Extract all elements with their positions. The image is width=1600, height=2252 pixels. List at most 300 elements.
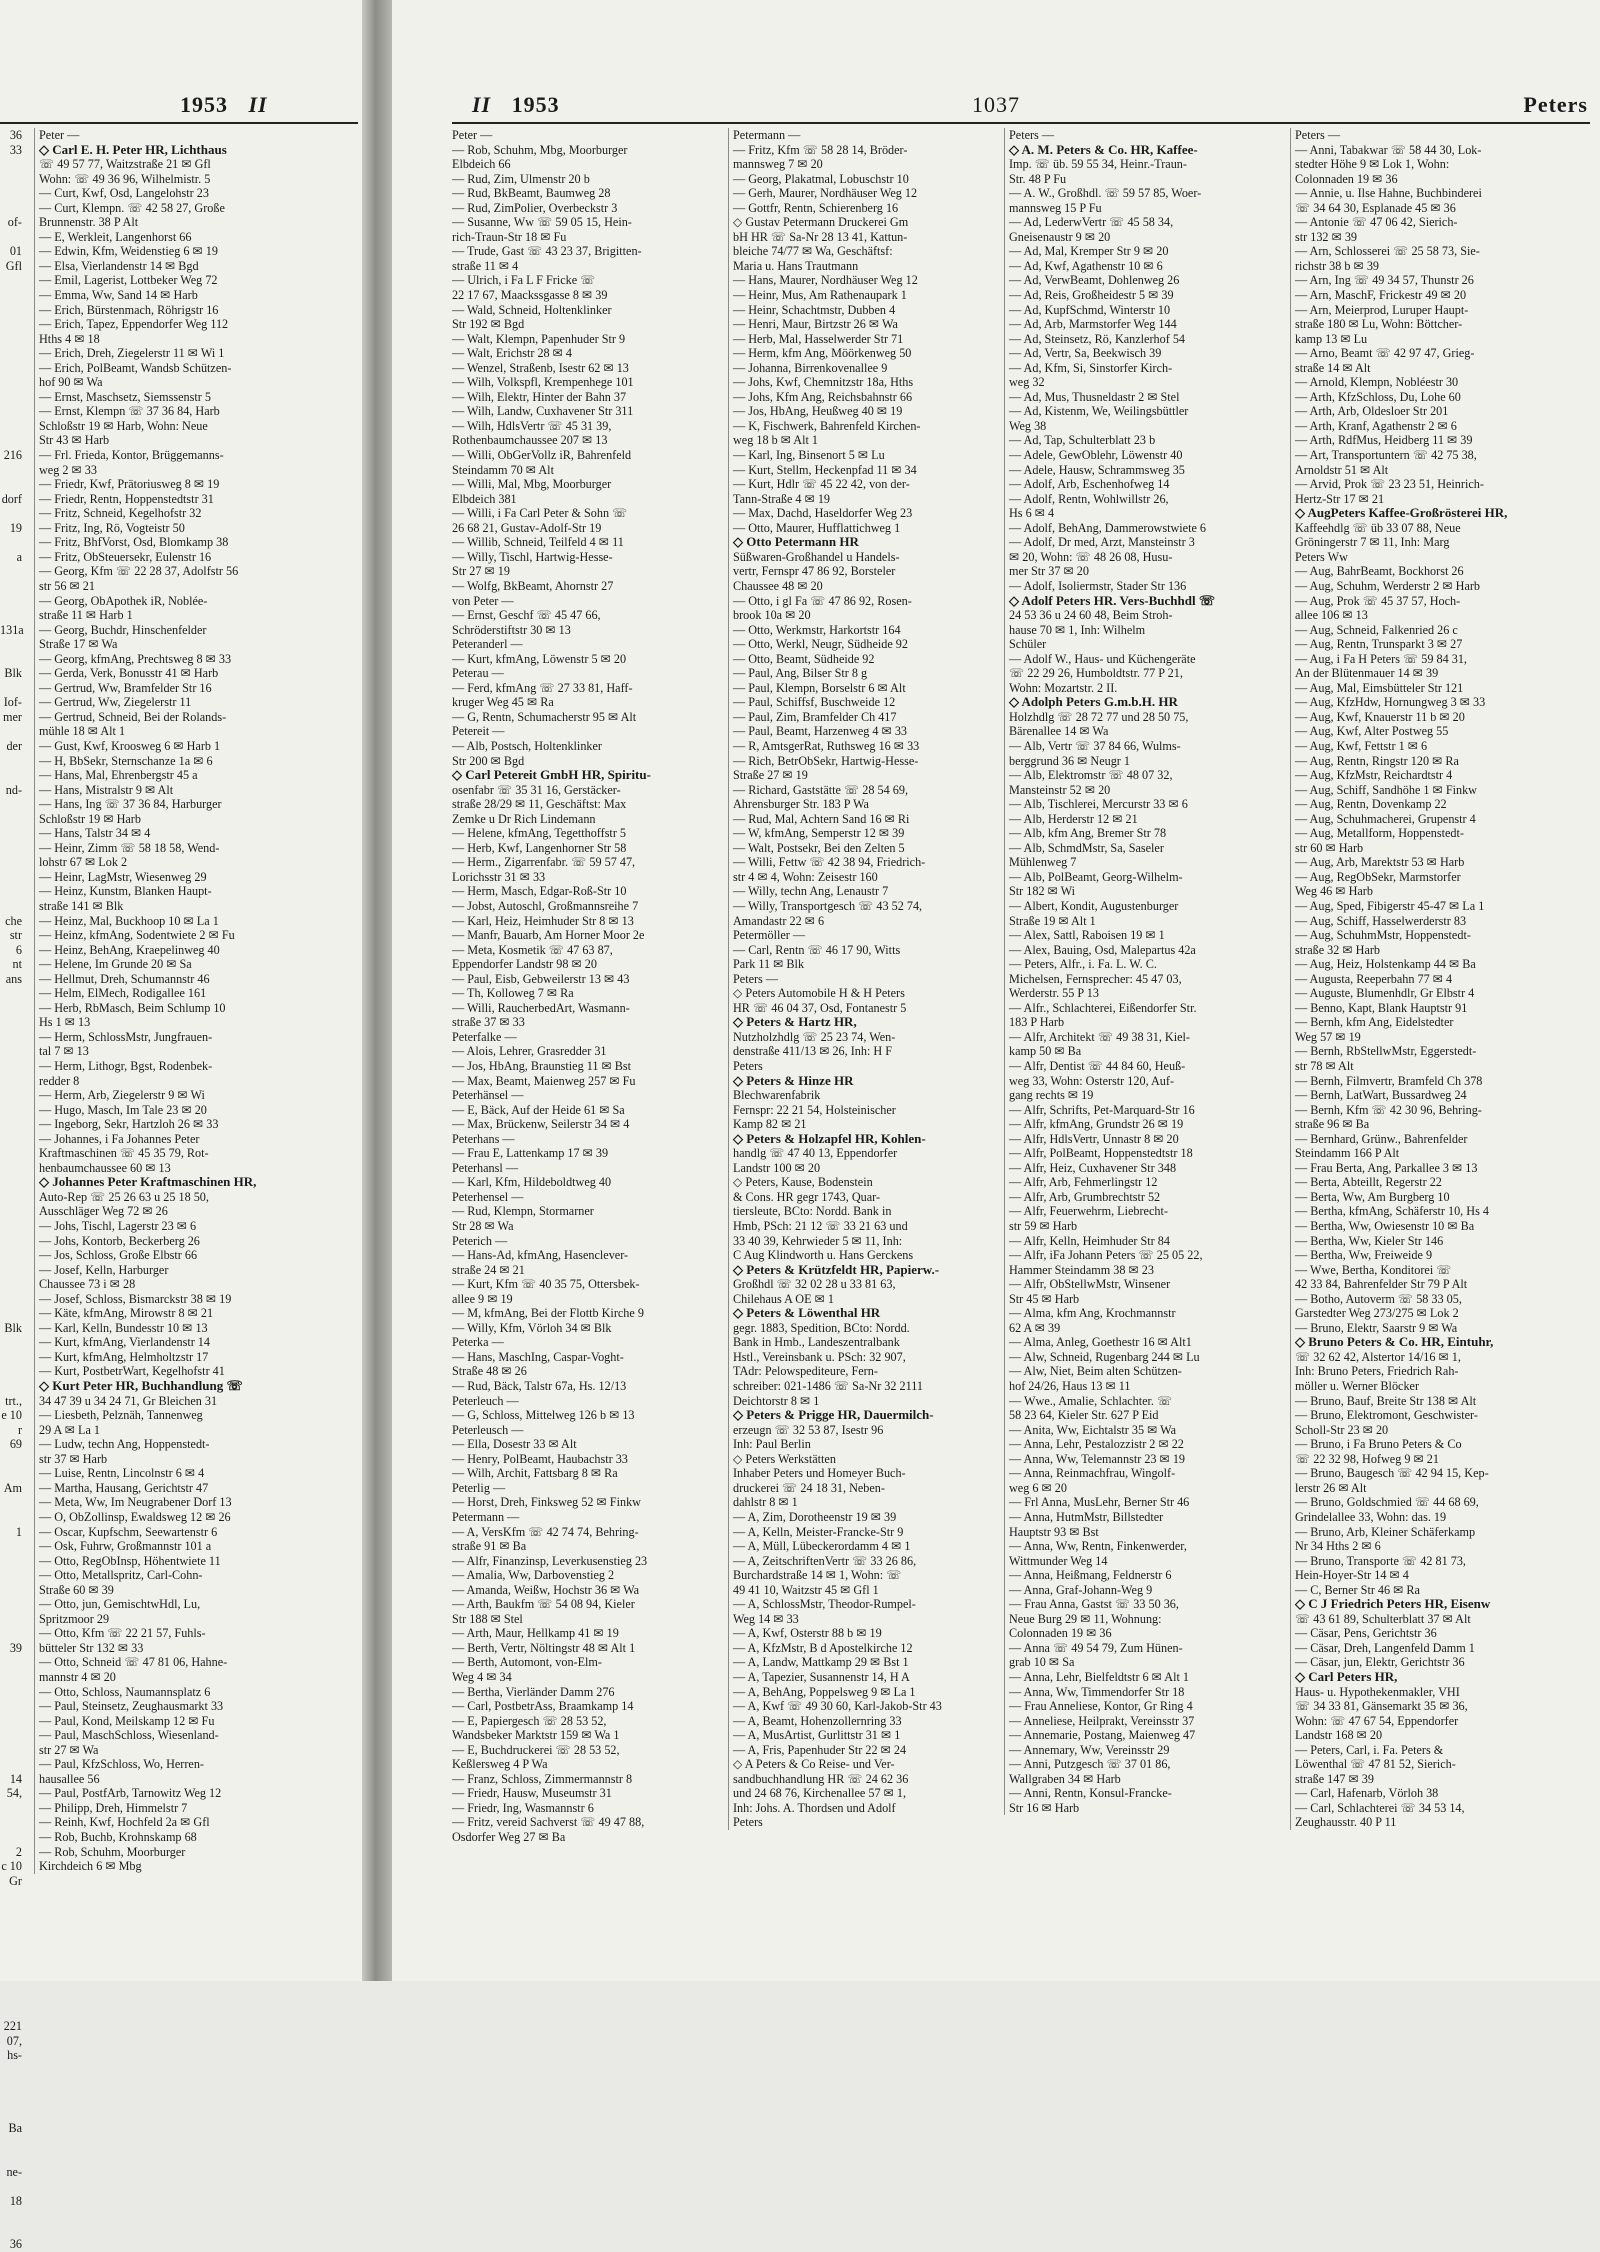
directory-line: Haus- u. Hypothekenmakler, VHI: [1295, 1684, 1460, 1699]
directory-line: — Aug, i Fa H Peters ☏ 59 84 31,: [1295, 651, 1467, 666]
directory-line: [0, 288, 22, 303]
directory-line: — Adele, GewOblehr, Löwenstr 40: [1009, 448, 1183, 463]
directory-line: — Kurt, Kfm ☏ 40 35 75, Ottersbek-: [452, 1277, 640, 1292]
directory-line: — Hans-Ad, kfmAng, Hasenclever-: [452, 1248, 629, 1263]
directory-line: Auto-Rep ☏ 25 26 63 u 25 18 50,: [39, 1189, 209, 1204]
directory-line: Inh: Paul Berlin: [733, 1437, 811, 1452]
directory-line: ◇ Carl E. H. Peter HR, Lichthaus: [39, 141, 227, 157]
directory-line: [0, 390, 22, 405]
directory-line: [0, 2223, 22, 2238]
directory-line: 14: [9, 1771, 22, 1786]
directory-line: — Ad, Steinsetz, Rö, Kanzlerhof 54: [1009, 331, 1186, 346]
directory-line: — Richard, Gaststätte ☏ 28 54 69,: [733, 782, 909, 797]
directory-line: Inhaber Peters und Homeyer Buch-: [733, 1466, 906, 1481]
directory-line: Arnoldstr 51 ✉ Alt: [1295, 462, 1389, 477]
directory-line: [0, 579, 22, 594]
directory-line: weg 2 ✉ 33: [39, 462, 97, 477]
directory-line: — Rud, BkBeamt, Baumweg 28: [452, 186, 611, 201]
directory-line: — Jos, Schloss, Große Elbstr 66: [39, 1248, 198, 1263]
directory-line: — Alb, SchmdMstr, Sa, Saseler: [1009, 840, 1164, 855]
directory-line: — Fritz, BhfVorst, Osd, Blomkamp 38: [39, 535, 229, 550]
directory-line: — Erich, Tapez, Eppendorfer Weg 112: [39, 317, 229, 332]
directory-line: [0, 201, 22, 216]
directory-line: ◇ Peters Werkstätten: [733, 1451, 836, 1466]
directory-line: Weg 57 ✉ 19: [1295, 1029, 1361, 1044]
directory-line: [0, 1335, 22, 1350]
directory-line: — Susanne, Ww ☏ 59 05 15, Hein-: [452, 215, 632, 230]
directory-line: — Karl, Kfm, Hildeboldtweg 40: [452, 1175, 612, 1190]
directory-line: — O, ObZollinsp, Ewaldsweg 12 ✉ 26: [39, 1509, 231, 1524]
directory-line: [0, 1161, 22, 1176]
directory-line: — Liesbeth, Pelznäh, Tannenweg: [39, 1408, 203, 1423]
directory-line: — Frau Anna, Gastst ☏ 33 50 36,: [1009, 1597, 1179, 1612]
directory-line: — Georg, kfmAng, Prechtsweg 8 ✉ 33: [39, 651, 232, 666]
directory-line: — Alfr, iFa Johann Peters ☏ 25 05 22,: [1009, 1248, 1203, 1263]
directory-line: Bärenallee 14 ✉ Wa: [1009, 724, 1109, 739]
directory-line: — Berth, Automont, von-Elm-: [452, 1655, 602, 1670]
directory-line: — Ad, LederwVertr ☏ 45 58 34,: [1009, 215, 1174, 230]
directory-line: Am: [3, 1480, 22, 1495]
directory-line: [0, 1917, 22, 1932]
directory-line: [0, 2179, 22, 2194]
directory-line: — Alfr, kfmAng, Grundstr 26 ✉ 19: [1009, 1117, 1184, 1132]
directory-line: [0, 724, 22, 739]
directory-line: Str 45 ✉ Harb: [1009, 1291, 1080, 1306]
directory-line: ◇ Adolf Peters HR. Vers-Buchhdl ☏: [1009, 592, 1216, 608]
directory-line: [0, 1292, 22, 1307]
directory-line: — Aug, Rentn, Ringstr 120 ✉ Ra: [1295, 753, 1459, 768]
directory-line: — Johs, Kfm Ang, Reichsbahnstr 66: [733, 389, 913, 404]
directory-line: — Frl Anna, MusLehr, Berner Str 46: [1009, 1495, 1190, 1510]
directory-line: Garstedter Weg 273/275 ✉ Lok 2: [1295, 1306, 1459, 1321]
right-header-year: 1953: [511, 92, 560, 117]
directory-line: [0, 361, 22, 376]
directory-line: Eppendorfer Landstr 98 ✉ 20: [452, 957, 597, 972]
directory-line: — Hellmut, Dreh, Schumannstr 46: [39, 971, 210, 986]
directory-line: — Anita, Ww, Eichtalstr 35 ✉ Wa: [1009, 1422, 1177, 1437]
directory-line: — Alfr, HdlsVertr, Unnastr 8 ✉ 20: [1009, 1131, 1179, 1146]
directory-line: — Adolf, Isoliermstr, Stader Str 136: [1009, 578, 1187, 593]
directory-line: Peteranderl —: [452, 637, 523, 652]
directory-line: Peterhänsel —: [452, 1088, 524, 1103]
directory-line: [0, 1059, 22, 1074]
book-gutter: [362, 0, 392, 1981]
directory-line: Wohn: ☏ 49 36 96, Wilhelmistr. 5: [39, 171, 211, 186]
directory-line: — Botho, Autoverm ☏ 58 33 05,: [1295, 1291, 1462, 1306]
directory-line: str: [9, 928, 22, 943]
directory-line: — Willi, i Fa Carl Peter & Sohn ☏: [452, 506, 628, 521]
directory-line: — Johs, Tischl, Lagerstr 23 ✉ 6: [39, 1219, 197, 1234]
directory-line: Hmb, PSch: 21 12 ☏ 33 21 63 und: [733, 1219, 908, 1234]
directory-line: [0, 1510, 22, 1525]
directory-line: — Peters, Alfr., i. Fa. L. W. C.: [1009, 957, 1157, 972]
directory-line: — Ad, Kistenm, We, Weilingsbüttler: [1009, 404, 1189, 419]
directory-line: straße 11 ✉ Harb 1: [39, 608, 133, 623]
directory-line: — Johs, Kontorb, Beckerberg 26: [39, 1233, 200, 1248]
directory-line: — Th, Kolloweg 7 ✉ Ra: [452, 986, 574, 1001]
directory-line: schreiber: 021-1486 ☏ Sa-Nr 32 2111: [733, 1379, 924, 1394]
directory-line: Straße 60 ✉ 39: [39, 1582, 114, 1597]
directory-line: henbaumchaussee 60 ✉ 13: [39, 1160, 171, 1175]
directory-line: kruger Weg 45 ✉ Ra: [452, 695, 554, 710]
directory-line: — Max, Beamt, Maienweg 257 ✉ Fu: [452, 1073, 636, 1088]
directory-line: grab 10 ✉ Sa: [1009, 1655, 1075, 1670]
directory-line: ◇ Peters, Kause, Bodenstein: [733, 1175, 873, 1190]
directory-line: — Herm, Lithogr, Bgst, Rodenbek-: [39, 1059, 213, 1073]
directory-line: Hein-Hoyer-Str 14 ✉ 4: [1295, 1568, 1409, 1583]
directory-line: [0, 477, 22, 492]
directory-line: — Herm, Arb, Ziegelerstr 9 ✉ Wi: [39, 1088, 205, 1103]
directory-line: — Arth, Arb, Oldesloer Str 201: [1295, 404, 1449, 419]
directory-line: Peters: [733, 1059, 763, 1073]
page-number: 1037: [972, 92, 1020, 117]
directory-line: — Anna, Lehr, Pestalozzistr 2 ✉ 22: [1009, 1437, 1184, 1452]
directory-line: — Emil, Lagerist, Lottbeker Weg 72: [39, 273, 218, 288]
directory-line: [0, 1132, 22, 1147]
directory-line: — Anna, Ww, Telemannstr 23 ✉ 19: [1009, 1451, 1186, 1466]
directory-line: — Alois, Lehrer, Grasredder 31: [452, 1044, 607, 1059]
directory-line: — Arvid, Prok ☏ 23 23 51, Heinrich-: [1295, 477, 1484, 492]
directory-line: — Paul, Eisb, Gebweilerstr 13 ✉ 43: [452, 971, 630, 986]
directory-line: str 60 ✉ Harb: [1295, 840, 1364, 855]
directory-line: ◇ Bruno Peters & Co. HR, Eintuhr,: [1295, 1334, 1494, 1350]
directory-line: — Karl, Ing, Binsenort 5 ✉ Lu: [733, 448, 885, 463]
directory-line: [0, 2077, 22, 2092]
directory-line: — Willi, Fettw ☏ 42 38 94, Friedrich-: [733, 855, 926, 870]
directory-line: — R, AmtsgerRat, Ruthsweg 16 ✉ 33: [733, 738, 920, 753]
directory-line: ◇ Peters Automobile H & H Peters: [733, 986, 905, 1001]
directory-line: Neue Burg 29 ✉ 11, Wohnung:: [1009, 1611, 1162, 1626]
directory-line: — Otto, i gl Fa ☏ 47 86 92, Rosen-: [733, 593, 912, 608]
directory-line: [0, 594, 22, 609]
directory-line: Wohn: Mozartstr. 2 II.: [1009, 680, 1118, 695]
directory-line: Keßlersweg 4 P Wa: [452, 1757, 548, 1772]
directory-line: — Friedr, Rentn, Hoppenstedtstr 31: [39, 491, 214, 506]
directory-line: — Otto, RegObInsp, Höhentwiete 11: [39, 1553, 221, 1568]
directory-line: ☏ 22 32 98, Hofweg 9 ✉ 21: [1295, 1451, 1439, 1466]
directory-line: [0, 564, 22, 579]
directory-line: [0, 754, 22, 769]
directory-line: Imp. ☏ üb. 59 55 34, Heinr.-Traun-: [1009, 157, 1187, 172]
directory-line: — Adolf, BehAng, Dammerowstwiete 6: [1009, 520, 1206, 535]
directory-line: — A, Beamt, Hohenzollernring 33: [733, 1713, 902, 1728]
directory-line: — A, Tapezier, Susannenstr 14, H A: [733, 1669, 910, 1684]
directory-line: und 24 68 76, Kirchenallee 57 ✉ 1,: [733, 1786, 907, 1801]
directory-line: 34 47 39 u 34 24 71, Gr Bleichen 31: [39, 1393, 218, 1408]
directory-line: ◇ Carl Peters HR,: [1295, 1668, 1398, 1684]
directory-line: — Edwin, Kfm, Weidenstieg 6 ✉ 19: [39, 244, 218, 259]
directory-line: gang rechts ✉ 19: [1009, 1088, 1094, 1103]
directory-line: — Trude, Gast ☏ 43 23 37, Brigitten-: [452, 244, 642, 259]
directory-line: 58 23 64, Kieler Str. 627 P Eid: [1009, 1408, 1159, 1423]
directory-line: — Paul, Steinsetz, Zeughausmarkt 33: [39, 1699, 224, 1714]
directory-line: — Berta, Ww, Am Burgberg 10: [1295, 1189, 1450, 1204]
directory-line: — Rob, Schuhm, Moorburger: [39, 1844, 186, 1859]
directory-line: Wallgraben 34 ✉ Harb: [1009, 1771, 1121, 1786]
right-header-roman: II: [472, 92, 492, 117]
directory-line: mannsweg 15 P Fu: [1009, 200, 1102, 215]
directory-line: — Rob, Schuhm, Mbg, Moorburger: [452, 142, 628, 157]
directory-line: dorf: [1, 491, 22, 506]
directory-line: straße 32 ✉ Harb: [1295, 942, 1381, 957]
directory-line: von Peter —: [452, 593, 514, 608]
directory-line: — Wilh, Landw, Cuxhavener Str 311: [452, 404, 634, 419]
directory-line: — Berth, Vertr, Nöltingstr 48 ✉ Alt 1: [452, 1640, 636, 1655]
directory-line: ◇ Adolph Peters G.m.b.H. HR: [1009, 694, 1178, 710]
directory-line: brook 10a ✉ 20: [733, 608, 811, 623]
directory-line: Gfl: [5, 258, 22, 273]
directory-line: Petermöller —: [733, 928, 806, 943]
directory-line: ☏ 43 61 89, Schulterblatt 37 ✉ Alt: [1295, 1611, 1471, 1626]
directory-line: 36: [9, 2237, 22, 2252]
directory-line: bütteler Str 132 ✉ 33: [39, 1640, 144, 1655]
directory-line: — Walt, Postsekr, Bei den Zelten 5: [733, 840, 905, 855]
directory-line: — Johannes, i Fa Johannes Peter: [39, 1131, 200, 1146]
directory-line: — Rud, Klempn, Stormarner: [452, 1204, 594, 1219]
directory-line: — Alex, Bauing, Osd, Malepartus 42a: [1009, 942, 1196, 957]
directory-line: — Georg, Plakatmal, Lobuschstr 10: [733, 171, 909, 186]
directory-line: denstraße 411/13 ✉ 26, Inh: H F: [733, 1044, 893, 1059]
directory-line: — Adolf, Arb, Eschenhofweg 14: [1009, 477, 1170, 492]
directory-line: Chaussee 73 i ✉ 28: [39, 1277, 136, 1292]
directory-line: — Alfr, Finanzinsp, Leverkusenstieg 23: [452, 1553, 648, 1568]
directory-line: — Aug, Prok ☏ 45 37 57, Hoch-: [1295, 593, 1461, 608]
directory-line: Hstl., Vereinsbank u. PSch: 32 907,: [733, 1349, 906, 1364]
directory-line: [0, 1234, 22, 1249]
directory-line: Rothenbaumchaussee 207 ✉ 13: [452, 433, 608, 448]
directory-line: — Aug, Kwf, Alter Postweg 55: [1295, 724, 1449, 739]
directory-line: — Arn, Schlosserei ☏ 25 58 73, Sie-: [1295, 244, 1480, 259]
directory-line: TAdr: Pelowspediteure, Fern-: [733, 1364, 878, 1379]
directory-line: [0, 2063, 22, 2078]
directory-line: 183 P Harb: [1009, 1015, 1065, 1030]
directory-line: Hammer Steindamm 38 ✉ 23: [1009, 1262, 1154, 1277]
directory-line: Straße 19 ✉ Alt 1: [1009, 913, 1096, 928]
directory-line: — Wilh, Archit, Fattsbarg 8 ✉ Ra: [452, 1466, 618, 1481]
directory-line: [0, 1612, 22, 1627]
directory-line: — Hans, MaschIng, Caspar-Voght-: [452, 1349, 624, 1364]
directory-line: ◇ A Peters & Co Reise- und Ver-: [733, 1757, 895, 1772]
right-column-4: [1290, 128, 1597, 1830]
directory-line: — Anni, Rentn, Konsul-Francke-: [1009, 1786, 1172, 1801]
directory-line: — Aug, KfzMstr, Reichardtstr 4: [1295, 768, 1453, 783]
directory-line: — Wilh, Elektr, Hinter der Bahn 37: [452, 389, 627, 404]
directory-line: — Kurt, kfmAng, Vierlandenstr 14: [39, 1335, 210, 1350]
directory-line: ◇ A. M. Peters & Co. HR, Kaffee-: [1009, 141, 1198, 157]
running-head: Peters: [1523, 92, 1588, 117]
directory-line: Iof-: [3, 695, 22, 710]
directory-line: Kraftmaschinen ☏ 45 35 79, Rot-: [39, 1146, 209, 1161]
directory-line: HR ☏ 46 04 37, Osd, Fontanestr 5: [733, 1000, 907, 1015]
directory-line: Hertz-Str 17 ✉ 21: [1295, 491, 1385, 506]
directory-line: — Arth, Kranf, Agathenstr 2 ✉ 6: [1295, 418, 1457, 433]
directory-line: — Heinz, Kunstm, Blanken Haupt-: [39, 884, 212, 899]
directory-line: 62 A ✉ 39: [1009, 1320, 1061, 1335]
directory-line: — Anna, HutmMstr, Billstedter: [1009, 1509, 1164, 1524]
directory-line: — Fritz, Schneid, Kegelhofstr 32: [39, 506, 202, 521]
directory-line: — Alma, kfm Ang, Krochmannstr: [1009, 1306, 1176, 1321]
directory-line: — Bernh, kfm Ang, Eidelstedter: [1295, 1015, 1454, 1030]
directory-line: — Alfr, Kelln, Heimhuder Str 84: [1009, 1233, 1170, 1248]
directory-line: straße 180 ✉ Lu, Wohn: Böttcher-: [1295, 317, 1463, 332]
directory-line: — Gertrud, Ww, Bramfelder Str 16: [39, 680, 212, 695]
directory-line: — Alex, Sattl, Raboisen 19 ✉ 1: [1009, 928, 1165, 943]
directory-line: — Frl. Frieda, Kontor, Brüggemanns-: [39, 448, 224, 463]
directory-line: [0, 433, 22, 448]
directory-line: [0, 1379, 22, 1394]
directory-line: [0, 1015, 22, 1030]
directory-line: — Max, Dachd, Haseldorfer Weg 23: [733, 506, 913, 521]
directory-line: [0, 157, 22, 172]
directory-line: [0, 1088, 22, 1103]
directory-line: [0, 1117, 22, 1132]
directory-line: — Carl, Hafenarb, Vörloh 38: [1295, 1786, 1439, 1801]
directory-line: — Bernh, LatWart, Bussardweg 24: [1295, 1088, 1467, 1103]
directory-line: bH HR ☏ Sa-Nr 28 13 41, Kattun-: [733, 229, 908, 244]
directory-line: Str. 48 P Fu: [1009, 171, 1067, 186]
directory-line: Werderstr. 55 P 13: [1009, 986, 1099, 1001]
directory-line: — Gust, Kwf, Kroosweg 6 ✉ Harb 1: [39, 738, 221, 753]
directory-line: — Benno, Kapt, Blank Hauptstr 91: [1295, 1000, 1468, 1015]
directory-line: [0, 1030, 22, 1045]
directory-line: kamp 50 ✉ Ba: [1009, 1044, 1082, 1059]
directory-line: — Herb, RbMasch, Beim Schlump 10: [39, 1000, 226, 1015]
directory-line: — Anneliese, Heilprakt, Vereinsstr 37: [1009, 1713, 1195, 1728]
directory-line: — Philipp, Dreh, Himmelstr 7: [39, 1800, 188, 1815]
directory-line: Landstr 168 ✉ 20: [1295, 1728, 1383, 1743]
directory-line: 6: [15, 942, 22, 957]
directory-line: — Rud, Mal, Achtern Sand 16 ✉ Ri: [733, 811, 910, 826]
directory-line: straße 11 ✉ 4: [452, 258, 519, 273]
directory-line: druckerei ☏ 24 18 31, Neben-: [733, 1480, 885, 1495]
directory-line: 1: [15, 1524, 22, 1539]
directory-line: [0, 1001, 22, 1016]
directory-line: — Aug, Rentn, Trunsparkt 3 ✉ 27: [1295, 637, 1463, 652]
directory-line: [0, 1539, 22, 1554]
directory-line: — A, Zim, Dorotheenstr 19 ✉ 39: [733, 1509, 897, 1524]
directory-line: — Georg, Kfm ☏ 22 28 37, Adolfstr 56: [39, 564, 239, 579]
directory-line: — Peters, Carl, i. Fa. Peters &: [1295, 1742, 1444, 1757]
directory-line: — Osk, Fuhrw, Großmannstr 101 a: [39, 1539, 212, 1554]
directory-line: [0, 1044, 22, 1059]
directory-line: [0, 419, 22, 434]
directory-line: Mansteinstr 52 ✉ 20: [1009, 782, 1111, 797]
directory-line: bleiche 74/77 ✉ Wa, Geschäftsf:: [733, 244, 893, 259]
directory-line: — Paul, MaschSchloss, Wiesenland-: [39, 1728, 219, 1743]
directory-line: — E, Bäck, Auf der Heide 61 ✉ Sa: [452, 1102, 625, 1117]
directory-line: — Ella, Dosestr 33 ✉ Alt: [452, 1437, 577, 1452]
directory-line: [0, 1961, 22, 1976]
directory-line: — Karl, Kelln, Bundesstr 10 ✉ 13: [39, 1320, 208, 1335]
directory-line: allee 106 ✉ 13: [1295, 608, 1368, 623]
directory-line: 33 40 39, Kehrwieder 5 ✉ 11, Inh:: [733, 1233, 903, 1248]
directory-line: Amandastr 22 ✉ 6: [733, 913, 825, 928]
directory-line: Peterlig —: [452, 1480, 506, 1495]
left-edge-column: [0, 128, 22, 2252]
directory-line: [0, 870, 22, 885]
directory-line: — Alb, Elektromstr ☏ 48 07 32,: [1009, 768, 1173, 783]
directory-line: 69: [9, 1437, 22, 1452]
directory-line: — Bertha, Ww, Owiesenstr 10 ✉ Ba: [1295, 1219, 1475, 1234]
directory-line: Chaussee 48 ✉ 20: [733, 578, 823, 593]
directory-line: Peterhans —: [452, 1131, 515, 1146]
directory-line: — Henri, Maur, Birtzstr 26 ✉ Wa: [733, 317, 898, 332]
directory-line: — Carl, Rentn ☏ 46 17 90, Witts: [733, 942, 901, 957]
directory-line: [0, 375, 22, 390]
directory-line: — Horst, Dreh, Finksweg 52 ✉ Finkw: [452, 1495, 641, 1510]
directory-line: — Heinr, Schachtmstr, Dubben 4: [733, 302, 896, 317]
directory-line: — Heinr, Mus, Am Rathenaupark 1: [733, 288, 907, 303]
directory-line: — Frau Anneliese, Kontor, Gr Ring 4: [1009, 1699, 1193, 1714]
directory-line: — Anna, Graf-Johann-Weg 9: [1009, 1582, 1153, 1597]
directory-line: — Alfr, PolBeamt, Hoppenstedtstr 18: [1009, 1146, 1193, 1161]
directory-line: hausallee 56: [39, 1771, 100, 1786]
directory-line: — Berta, Abteillt, Regerstr 22: [1295, 1175, 1442, 1190]
directory-line: — Annemarie, Postang, Maienweg 47: [1009, 1728, 1196, 1743]
directory-line: — Paul, Beamt, Harzenweg 4 ✉ 33: [733, 724, 908, 739]
directory-line: — Friedr, Hausw, Museumstr 31: [452, 1786, 612, 1801]
directory-line: Straße 48 ✉ 26: [452, 1364, 527, 1379]
left-page-header: [180, 92, 268, 118]
directory-line: [0, 1306, 22, 1321]
directory-line: — Alb, Tischlerei, Mercurstr 33 ✉ 6: [1009, 797, 1188, 812]
directory-line: weg 18 b ✉ Alt 1: [733, 433, 819, 448]
directory-line: berggrund 36 ✉ Neugr 1: [1009, 753, 1131, 768]
directory-line: — Manfr, Bauarb, Am Horner Moor 2e: [452, 928, 645, 943]
directory-line: — Friedr, Ing, Wasmannstr 6: [452, 1800, 594, 1815]
directory-line: — Aug, Schneid, Falkenried 26 c: [1295, 622, 1458, 637]
directory-line: — Rich, BetrObSekr, Hartwig-Hesse-: [733, 753, 919, 768]
directory-line: 24 53 36 u 24 60 48, Beim Stroh-: [1009, 608, 1173, 623]
directory-line: tal 7 ✉ 13: [39, 1044, 89, 1059]
directory-line: Steindamm 70 ✉ Alt: [452, 462, 554, 477]
directory-line: — Willib, Schneid, Teilfeld 4 ✉ 11: [452, 535, 624, 550]
directory-line: str 37 ✉ Harb: [39, 1451, 108, 1466]
directory-line: mer Str 37 ✉ 20: [1009, 564, 1089, 579]
directory-line: [0, 463, 22, 478]
directory-line: — W, kfmAng, Semperstr 12 ✉ 39: [733, 826, 905, 841]
directory-line: straße 96 ✉ Ba: [1295, 1117, 1370, 1132]
directory-line: — Alw, Niet, Beim alten Schützen-: [1009, 1364, 1182, 1379]
directory-line: [0, 884, 22, 899]
directory-line: [0, 826, 22, 841]
directory-line: — A, KfzMstr, B d Apostelkirche 12: [733, 1640, 913, 1655]
directory-line: Peterhensel —: [452, 1189, 524, 1204]
directory-line: — Käte, kfmAng, Mirowstr 8 ✉ 21: [39, 1306, 214, 1321]
directory-line: che: [5, 913, 22, 928]
directory-line: — Jobst, Autoschl, Großmannsreihe 7: [452, 898, 639, 913]
directory-line: — Arn, Ing ☏ 49 34 57, Thunstr 26: [1295, 273, 1474, 288]
directory-line: Peterleusch —: [452, 1422, 524, 1437]
directory-line: Gr: [9, 1873, 22, 1888]
directory-line: [0, 797, 22, 812]
directory-line: — Paul, Schiffsf, Buschweide 12: [733, 695, 896, 710]
directory-line: hs-: [7, 2048, 22, 2063]
directory-line: — Erich, Bürstenmach, Röhrigstr 16: [39, 302, 219, 317]
directory-line: — Alfr, Heiz, Cuxhavener Str 348: [1009, 1160, 1177, 1175]
directory-line: Hauptstr 93 ✉ Bst: [1009, 1524, 1099, 1539]
directory-line: — Ad, Arb, Marmstorfer Weg 144: [1009, 317, 1177, 332]
directory-line: — Anni, Tabakwar ☏ 58 44 30, Lok-: [1295, 142, 1482, 157]
right-header-rule: [452, 122, 1590, 124]
directory-line: weg 32: [1009, 375, 1045, 390]
directory-line: — Arth, Maur, Hellkamp 41 ✉ 19: [452, 1626, 619, 1641]
right-header-left: [472, 92, 560, 118]
directory-line: Zemke u Dr Rich Lindemann: [452, 811, 596, 826]
directory-line: — Anna ☏ 49 54 79, Zum Hünen-: [1009, 1640, 1183, 1655]
directory-line: — Fritz, ObSteuersekr, Eulenstr 16: [39, 549, 212, 564]
directory-line: — Oscar, Kupfschm, Seewartenstr 6: [39, 1524, 218, 1539]
